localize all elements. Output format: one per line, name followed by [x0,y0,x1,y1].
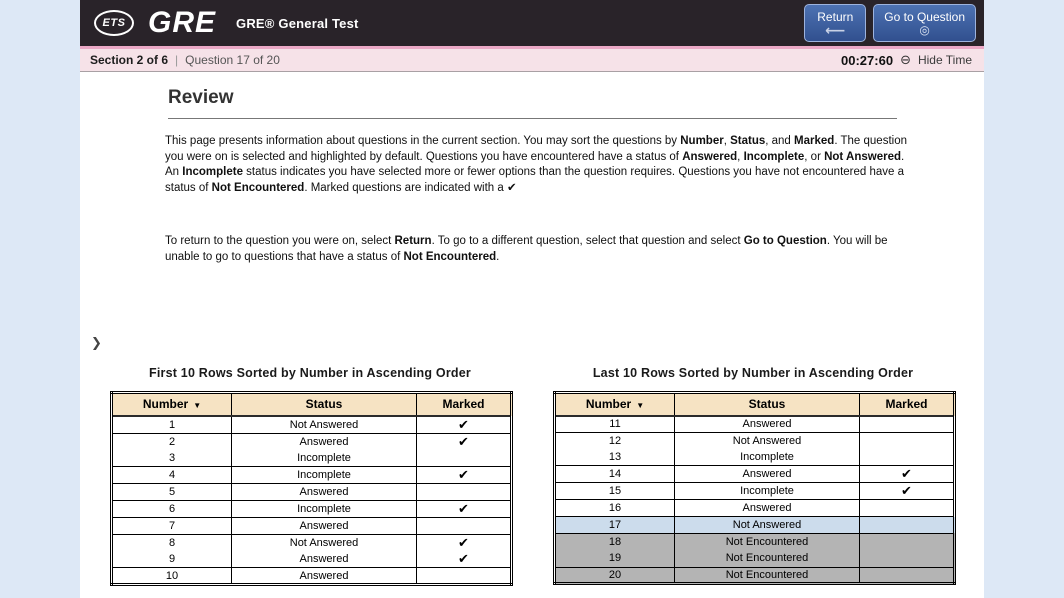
status-cell: Not Encountered [675,533,860,550]
question-row-12[interactable] [555,432,955,449]
body-text: , or [804,150,825,163]
status-cell: Answered [675,466,860,483]
number-cell: 13 [608,451,622,464]
body-text: . [496,250,500,263]
section-separator: | [175,53,179,67]
question-row-13[interactable] [555,449,955,466]
body-text: . You will be unable to go to questions that have a status of [165,235,888,263]
status-cell: Not Answered [675,432,860,449]
emphasized-text: ✔ [506,181,517,194]
status-cell: Not Encountered [675,567,860,584]
marked-cell: ✔ [417,467,512,484]
question-row-18 [555,533,955,550]
number-cell: 14 [608,468,622,481]
question-row-19 [555,550,955,567]
marked-cell [417,484,512,501]
question-row-10[interactable] [112,568,512,585]
marked-cell [860,416,955,433]
emphasized-text: Go to Question [743,235,827,247]
status-cell: Not Answered [232,416,417,434]
return-button[interactable] [804,4,866,42]
question-row-1[interactable] [112,416,512,434]
sort-descending-icon: ▼ [193,400,202,410]
question-row-7[interactable] [112,517,512,534]
gre-logo: GRE [148,6,217,39]
status-cell: Incomplete [232,500,417,517]
last-table-block [553,366,953,585]
number-cell: 17 [555,517,675,534]
number-cell: 11 [609,418,621,431]
number-cell: 20 [555,567,675,584]
emphasized-text: Answered [682,150,738,163]
marked-cell: ✔ [860,466,955,483]
clock-icon: ⊖ [900,52,911,67]
status-cell: Answered [675,500,860,517]
first-table-title: First 10 Rows Sorted by Number in Ascending Order [149,366,471,380]
body-text: This page presents information about questions in the current section. You may sort the questions by [165,135,681,147]
marked-cell [417,517,512,534]
status-cell: Not Answered [675,517,860,534]
marked-cell: ✔ [860,483,955,500]
instructions-paragraph-1 [165,134,912,196]
column-header-label: Marked [885,397,928,412]
question-row-20 [555,567,955,584]
number-cell: 2 [168,435,176,448]
emphasized-text: Incomplete [743,150,805,163]
marked-cell [860,500,955,517]
status-cell: Answered [232,484,417,501]
body-text: . An [165,150,905,179]
target-icon: ◎ [919,23,930,37]
go-to-question-button[interactable] [873,4,976,42]
number-cell: 18 [555,533,675,550]
question-review-table-first [110,391,513,586]
last-table-title: Last 10 Rows Sorted by Number in Ascending Order [592,366,914,380]
status-cell: Answered [232,568,417,585]
section-label: Section 2 of 6 [90,53,169,67]
column-header-label: Status [305,397,343,412]
question-row-17[interactable] [555,517,955,534]
emphasized-text: Return [394,235,432,247]
column-header-label: Marked [442,397,485,412]
timer-value: 00:27:60 [841,52,894,68]
number-cell: 5 [168,485,176,498]
status-cell: Incomplete [232,467,417,484]
number-cell: 1 [168,418,176,431]
body-text: . To go to a different question, select that question and select [431,235,744,247]
marked-cell [417,450,512,467]
marked-cell [860,517,955,534]
marked-cell: ✔ [417,551,512,568]
go-to-question-label: Go to Question [884,10,965,24]
number-cell: 15 [608,485,622,498]
number-cell: 8 [168,536,176,549]
column-header-marked[interactable] [860,393,955,416]
status-cell: Answered [232,517,417,534]
question-row-11[interactable] [555,416,955,433]
marked-cell [860,449,955,466]
section-bar [80,49,984,72]
question-row-16[interactable] [555,500,955,517]
marked-cell: ✔ [417,534,512,551]
status-cell: Answered [675,416,860,433]
marked-cell: ✔ [417,416,512,434]
chevron-right-icon: ❯ [91,335,102,350]
question-row-2[interactable] [112,433,512,450]
marked-cell: ✔ [417,500,512,517]
top-header [80,0,984,46]
question-row-6[interactable] [112,500,512,517]
question-row-4[interactable] [112,467,512,484]
question-row-9[interactable] [112,551,512,568]
first-table-block [110,366,510,586]
product-title: GRE® General Test [236,15,359,31]
table-header-row [555,393,955,416]
emphasized-text: Not Encountered [403,250,497,263]
number-cell: 3 [168,451,176,464]
status-cell: Incomplete [675,449,860,466]
number-cell: 9 [168,553,176,566]
emphasized-text: Not Answered [824,150,901,163]
number-cell: 4 [168,469,176,482]
instructions-paragraph-2 [165,234,912,265]
header-buttons [804,4,976,42]
emphasized-text: Marked [794,135,835,147]
body-text: . The question you were on is selected and highlighted by default. Questions you have encountered have a status of [165,135,907,163]
marked-cell: ✔ [417,433,512,450]
sort-descending-icon: ▼ [636,400,645,410]
section-info [90,53,280,67]
emphasized-text: Not Encountered [211,181,305,194]
status-cell: Not Answered [232,534,417,551]
number-cell: 7 [168,519,176,532]
column-header-label: Number [585,397,632,412]
question-row-15[interactable] [555,483,955,500]
column-header-number[interactable] [112,393,232,416]
status-cell: Incomplete [675,483,860,500]
marked-cell [860,550,955,567]
number-cell: 16 [608,502,622,515]
table-header-row [112,393,512,416]
column-header-label: Status [748,397,786,412]
body-text: , [723,135,731,147]
column-header-status[interactable] [675,393,860,416]
question-row-5[interactable] [112,484,512,501]
question-row-8[interactable] [112,534,512,551]
status-cell: Not Encountered [675,550,860,567]
column-header-number[interactable] [555,393,675,416]
marked-cell [860,567,955,584]
body-text: , and [765,135,795,147]
number-cell: 12 [608,434,622,447]
column-header-marked[interactable] [417,393,512,416]
page-title: Review [168,87,897,119]
number-cell: 10 [165,569,179,582]
number-cell: 19 [555,550,675,567]
status-cell: Answered [232,551,417,568]
hide-time-button[interactable]: Hide Time [917,53,972,67]
emphasized-text: Number [680,135,724,147]
question-row-14[interactable] [555,466,955,483]
body-text: . Marked questions are indicated with a [304,181,507,194]
test-window [80,0,984,598]
left-arrow-icon: ⟵ [825,22,846,38]
ets-logo: ETS [94,10,134,36]
number-cell: 6 [168,502,176,515]
body-text: status indicates you have selected more or fewer options than the question requires. Questions you have not encountered have a status of [165,166,905,194]
status-cell: Answered [232,433,417,450]
return-button-label: Return [817,10,854,24]
question-row-3[interactable] [112,450,512,467]
marked-cell [860,533,955,550]
question-progress-label: Question 17 of 20 [185,53,280,67]
marked-cell [417,568,512,585]
marked-cell [860,432,955,449]
column-header-label: Number [142,397,189,412]
question-review-table-last [553,391,956,585]
status-cell: Incomplete [232,450,417,467]
emphasized-text: Incomplete [182,166,243,179]
body-text: To return to the question you were on, select [165,235,395,247]
emphasized-text: Status [730,135,766,147]
timer-area [841,52,972,68]
column-header-status[interactable] [232,393,417,416]
body-text: , [737,150,744,163]
review-content [80,72,984,597]
